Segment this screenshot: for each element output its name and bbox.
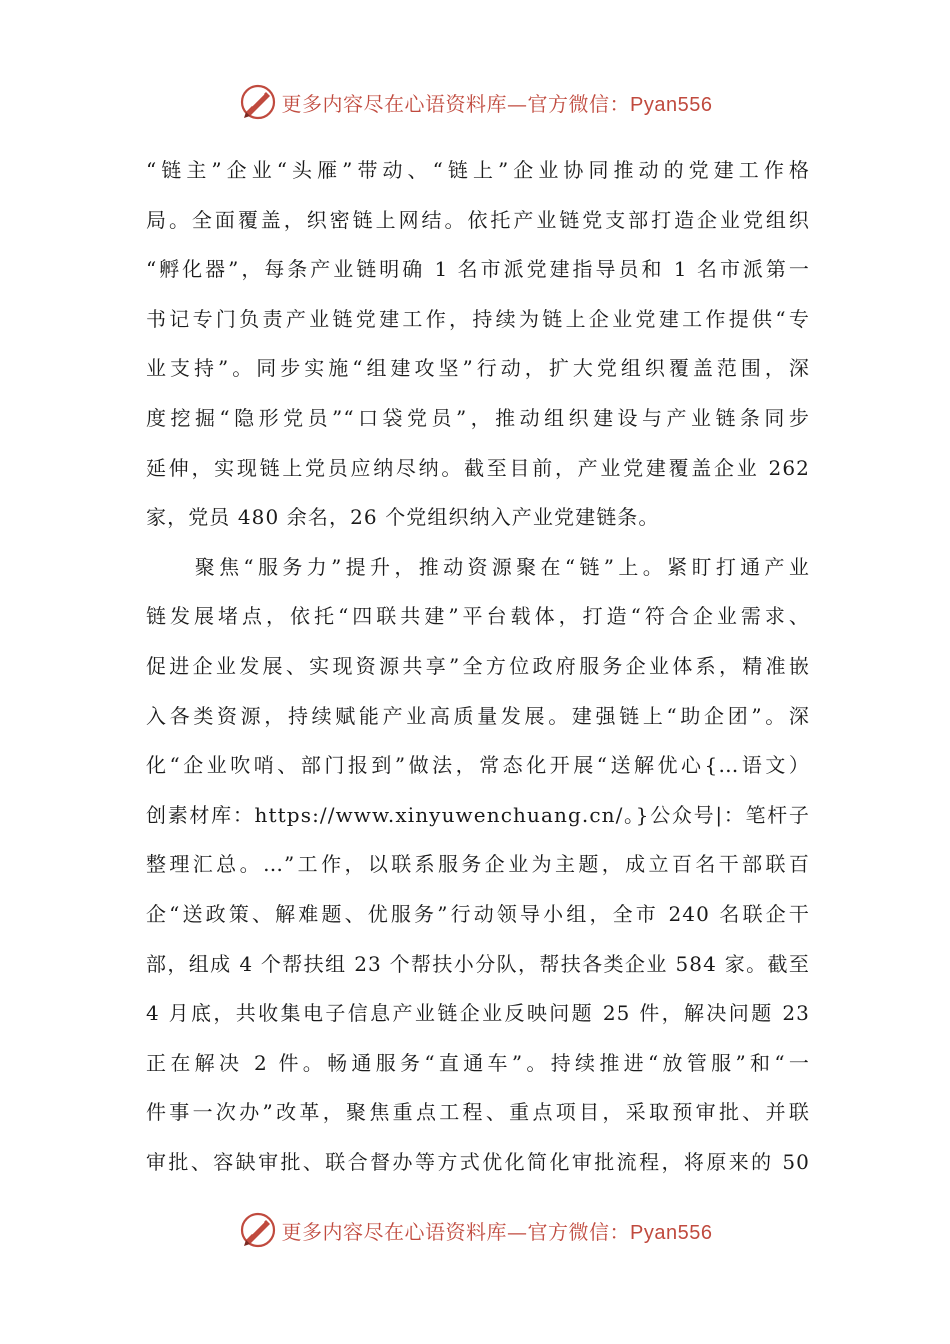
text-line: 企“送政策、解难题、优服务”行动领导小组，全市 240 名联企干 <box>146 901 810 926</box>
text-line: 延伸，实现链上党员应纳尽纳。截至目前，产业党建覆盖企业 262 <box>146 455 810 480</box>
header-banner-text: 更多内容尽在心语资料库—官方微信：Pyan556 <box>281 91 713 116</box>
footer-watermark-banner <box>0 1208 950 1252</box>
text-line: 促进企业发展、实现资源共享”全方位政府服务企业体系，精准嵌 <box>146 653 810 678</box>
text-line: 家，党员 480 余名，26 个党组织纳入产业党建链条。 <box>146 505 660 530</box>
text-line: 审批、容缺审批、联合督办等方式优化简化审批流程，将原来的 50 <box>146 1149 810 1174</box>
footer-wechat-id: Pyan556 <box>630 1221 713 1244</box>
footer-banner-text: 更多内容尽在心语资料库—官方微信：Pyan556 <box>281 1219 713 1244</box>
text-line: 4 月底，共收集电子信息产业链企业反映问题 25 件，解决问题 23 <box>146 1001 810 1026</box>
text-line: 链发展堵点，依托“四联共建”平台载体，打造“符合企业需求、 <box>146 604 810 629</box>
pen-nib-logo-icon <box>238 82 278 122</box>
text-line: 聚焦“服务力”提升，推动资源聚在“链”上。紧盯打通产业 <box>146 554 810 579</box>
text-line: 入各类资源，持续赋能产业高质量发展。建强链上“助企团”。深 <box>146 703 810 728</box>
header-wechat-id: Pyan556 <box>630 93 713 116</box>
pen-nib-logo-icon <box>238 1210 278 1250</box>
text-line: 创素材库：https://www.xinyuwenchuang.cn/。}公众号|：笔杆子 <box>146 802 810 827</box>
text-line: 正在解决 2 件。畅通服务“直通车”。持续推进“放管服”和“一 <box>146 1050 810 1075</box>
text-line: 件事一次办”改革，聚焦重点工程、重点项目，采取预审批、并联 <box>146 1100 810 1125</box>
header-watermark-banner <box>0 80 950 124</box>
text-line: 度挖掘“隐形党员”“口袋党员”，推动组织建设与产业链条同步 <box>146 405 810 430</box>
text-line: “链主”企业“头雁”带动、“链上”企业协同推动的党建工作格 <box>146 158 810 182</box>
text-line: 部，组成 4 个帮扶组 23 个帮扶小分队，帮扶各类企业 584 家。截至 <box>146 951 810 976</box>
text-line: 化“企业吹哨、部门报到”做法，常态化开展“送解优心{…语文） <box>146 753 810 778</box>
text-line: 整理汇总。…”工作，以联系服务企业为主题，成立百名干部联百 <box>146 852 810 877</box>
text-line: 局。全面覆盖，织密链上网结。依托产业链党支部打造企业党组织 <box>146 207 810 232</box>
text-line: “孵化器”，每条产业链明确 1 名市派党建指导员和 1 名市派第一 <box>146 257 810 282</box>
document-body <box>146 146 810 1187</box>
text-line: 书记专门负责产业链党建工作，持续为链上企业党建工作提供“专 <box>146 306 810 331</box>
text-line: 业支持”。同步实施“组建攻坚”行动，扩大党组织覆盖范围，深 <box>146 356 810 381</box>
